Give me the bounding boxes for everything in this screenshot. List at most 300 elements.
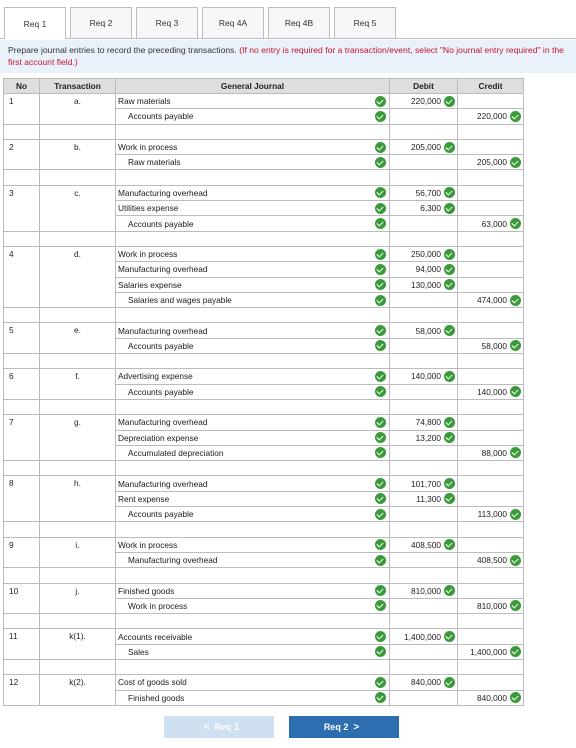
account-cell: [116, 583, 390, 598]
account-cell: [116, 277, 390, 292]
table-row: [4, 94, 524, 109]
table-row: [4, 415, 524, 430]
transaction-label: b.: [40, 139, 116, 170]
debit-cell: [390, 139, 458, 154]
credit-cell: [458, 262, 524, 277]
credit-input[interactable]: [458, 507, 523, 521]
entry-number: 4: [4, 246, 40, 307]
credit-cell: [458, 109, 524, 124]
empty-cell: [4, 399, 40, 414]
credit-cell: [458, 537, 524, 552]
check-icon: [444, 539, 455, 550]
credit-cell: [458, 507, 524, 522]
account-select[interactable]: [116, 431, 389, 445]
next-req-button[interactable]: [289, 716, 399, 738]
account-name: Raw materials: [128, 157, 181, 168]
tab-req-4b[interactable]: Req 4B: [268, 7, 330, 38]
credit-cell: [458, 155, 524, 170]
debit-input[interactable]: [390, 140, 457, 154]
check-icon: [510, 692, 521, 703]
debit-input[interactable]: [390, 584, 457, 598]
credit-cell: [458, 292, 524, 307]
debit-cell: [390, 552, 458, 567]
check-icon: [510, 447, 521, 458]
account-name: Depreciation expense: [118, 432, 199, 443]
table-row: [4, 583, 524, 598]
transaction-label: k(2).: [40, 675, 116, 706]
spacer-row: [4, 614, 524, 629]
credit-cell: [458, 690, 524, 705]
check-icon: [375, 585, 386, 596]
debit-cell: [390, 323, 458, 338]
account-cell: [116, 476, 390, 491]
table-row: [4, 139, 524, 154]
check-icon: [375, 203, 386, 214]
debit-amount: 56,700: [415, 187, 441, 198]
check-icon: [510, 509, 521, 520]
credit-cell: [458, 323, 524, 338]
account-select[interactable]: [116, 645, 389, 659]
prev-req-button[interactable]: [164, 716, 274, 738]
check-icon: [444, 142, 455, 153]
debit-input[interactable]: [390, 247, 457, 261]
account-select[interactable]: [116, 140, 389, 154]
check-icon: [444, 677, 455, 688]
account-select[interactable]: [116, 385, 389, 399]
account-name: Accounts payable: [128, 340, 194, 351]
spacer-row: [4, 461, 524, 476]
empty-cell: [40, 568, 116, 583]
account-name: Manufacturing overhead: [118, 478, 208, 489]
credit-cell: [458, 445, 524, 460]
empty-cell: [458, 522, 524, 537]
account-name: Finished goods: [128, 692, 185, 703]
account-name: Manufacturing overhead: [118, 264, 208, 275]
credit-input[interactable]: [458, 385, 523, 399]
transaction-label: d.: [40, 246, 116, 307]
empty-cell: [390, 522, 458, 537]
account-name: Accounts receivable: [118, 631, 193, 642]
empty-cell: [116, 614, 390, 629]
empty-cell: [4, 614, 40, 629]
account-name: Salaries and wages payable: [128, 295, 232, 305]
credit-cell: [458, 583, 524, 598]
empty-cell: [458, 614, 524, 629]
spacer-row: [4, 231, 524, 246]
account-name: Manufacturing overhead: [118, 325, 208, 336]
empty-cell: [4, 170, 40, 185]
check-icon: [510, 157, 521, 168]
empty-cell: [458, 354, 524, 369]
check-icon: [375, 631, 386, 642]
credit-amount: 113,000: [477, 509, 507, 520]
debit-cell: [390, 185, 458, 200]
empty-cell: [4, 568, 40, 583]
account-select[interactable]: [116, 492, 389, 506]
empty-cell: [390, 308, 458, 323]
check-icon: [444, 631, 455, 642]
empty-cell: [390, 568, 458, 583]
debit-input[interactable]: [390, 630, 457, 644]
account-cell: [116, 415, 390, 430]
spacer-row: [4, 354, 524, 369]
account-select[interactable]: [116, 415, 389, 429]
spacer-row: [4, 399, 524, 414]
empty-cell: [116, 170, 390, 185]
entry-number: 2: [4, 139, 40, 170]
check-icon: [510, 295, 521, 306]
credit-cell: [458, 598, 524, 613]
check-icon: [510, 646, 521, 657]
account-cell: [116, 201, 390, 216]
credit-input[interactable]: [458, 446, 523, 460]
account-name: Work in process: [118, 539, 178, 550]
credit-input[interactable]: [458, 645, 523, 659]
entry-number: 8: [4, 476, 40, 522]
entry-number: 7: [4, 415, 40, 461]
credit-amount: 474,000: [477, 295, 507, 305]
account-name: Utilities expense: [118, 203, 179, 214]
spacer-row: [4, 170, 524, 185]
check-icon: [444, 371, 455, 382]
empty-cell: [40, 461, 116, 476]
account-select[interactable]: [116, 155, 389, 169]
check-icon: [444, 96, 455, 107]
debit-amount: 74,800: [415, 417, 441, 428]
instruction-note: (If no entry is required for a transaction/event, select "No journal entry required" in the first account field.): [8, 45, 564, 67]
credit-cell: [458, 338, 524, 353]
spacer-row: [4, 124, 524, 139]
debit-cell: [390, 675, 458, 690]
empty-cell: [40, 354, 116, 369]
debit-cell: [390, 384, 458, 399]
credit-amount: 63,000: [481, 218, 507, 229]
debit-amount: 205,000: [411, 142, 441, 153]
debit-amount: 6,300: [420, 203, 441, 214]
tab-req-1[interactable]: Req 1: [4, 7, 66, 39]
transaction-label: g.: [40, 415, 116, 461]
account-cell: [116, 629, 390, 644]
debit-cell: [390, 292, 458, 307]
debit-input[interactable]: [390, 431, 457, 445]
account-cell: [116, 537, 390, 552]
check-icon: [510, 111, 521, 122]
account-cell: [116, 155, 390, 170]
tab-req-4a[interactable]: Req 4A: [202, 7, 264, 38]
check-icon: [444, 417, 455, 428]
debit-cell: [390, 430, 458, 445]
chevron-left-icon: <: [203, 721, 210, 733]
account-select[interactable]: [116, 630, 389, 644]
header-debit: Debit: [390, 79, 458, 94]
check-icon: [375, 432, 386, 443]
account-name: Accounts payable: [128, 509, 194, 520]
debit-input[interactable]: [390, 201, 457, 215]
account-cell: [116, 598, 390, 613]
debit-input[interactable]: [390, 477, 457, 491]
debit-amount: 840,000: [411, 677, 441, 688]
check-icon: [375, 417, 386, 428]
check-icon: [375, 509, 386, 520]
credit-input[interactable]: [458, 599, 523, 613]
debit-amount: 250,000: [411, 249, 441, 260]
entry-number: 1: [4, 94, 40, 125]
check-icon: [444, 203, 455, 214]
check-icon: [375, 447, 386, 458]
account-select[interactable]: [116, 109, 389, 123]
check-icon: [375, 692, 386, 703]
empty-cell: [40, 522, 116, 537]
credit-cell: [458, 415, 524, 430]
empty-cell: [4, 354, 40, 369]
check-icon: [444, 249, 455, 260]
credit-cell: [458, 277, 524, 292]
transaction-label: h.: [40, 476, 116, 522]
account-select[interactable]: [116, 538, 389, 552]
debit-input[interactable]: [390, 186, 457, 200]
empty-cell: [390, 461, 458, 476]
check-icon: [510, 340, 521, 351]
table-row: [4, 629, 524, 644]
account-name: Accumulated depreciation: [128, 447, 224, 458]
entry-number: 3: [4, 185, 40, 231]
debit-input[interactable]: [390, 369, 457, 383]
table-row: [4, 246, 524, 261]
account-select[interactable]: [116, 339, 389, 353]
debit-input[interactable]: [390, 324, 457, 338]
debit-cell: [390, 262, 458, 277]
account-cell: [116, 552, 390, 567]
debit-input[interactable]: [390, 262, 457, 276]
debit-cell: [390, 201, 458, 216]
credit-cell: [458, 246, 524, 261]
account-select[interactable]: [116, 94, 389, 108]
header-general-journal: General Journal: [116, 79, 390, 94]
empty-cell: [458, 659, 524, 674]
check-icon: [375, 111, 386, 122]
debit-input[interactable]: [390, 278, 457, 292]
empty-cell: [4, 231, 40, 246]
check-icon: [444, 478, 455, 489]
empty-cell: [40, 399, 116, 414]
credit-input[interactable]: [458, 109, 523, 123]
debit-amount: 810,000: [411, 585, 441, 596]
tab-divider: [0, 38, 576, 39]
table-row: [4, 185, 524, 200]
account-name: Work in process: [118, 249, 178, 260]
check-icon: [510, 386, 521, 397]
debit-cell: [390, 94, 458, 109]
instruction-banner: [0, 40, 576, 73]
account-cell: [116, 109, 390, 124]
empty-cell: [116, 399, 390, 414]
account-select[interactable]: [116, 675, 389, 689]
transaction-label: e.: [40, 323, 116, 354]
debit-amount: 58,000: [415, 325, 441, 336]
empty-cell: [390, 354, 458, 369]
debit-input[interactable]: [390, 675, 457, 689]
table-row: [4, 369, 524, 384]
check-icon: [510, 218, 521, 229]
credit-cell: [458, 369, 524, 384]
account-select[interactable]: [116, 186, 389, 200]
empty-cell: [4, 522, 40, 537]
check-icon: [375, 157, 386, 168]
account-name: Salaries expense: [118, 279, 182, 290]
empty-cell: [4, 124, 40, 139]
credit-input[interactable]: [458, 293, 523, 307]
tab-divider-gap: [5, 38, 65, 39]
account-name: Manufacturing overhead: [118, 417, 208, 428]
check-icon: [510, 600, 521, 611]
check-icon: [375, 249, 386, 260]
debit-input[interactable]: [390, 94, 457, 108]
check-icon: [375, 218, 386, 229]
check-icon: [444, 325, 455, 336]
account-select[interactable]: [116, 553, 389, 567]
debit-input[interactable]: [390, 415, 457, 429]
account-name: Accounts payable: [128, 111, 194, 122]
tab-req-3[interactable]: Req 3: [136, 7, 198, 38]
credit-cell: [458, 201, 524, 216]
account-cell: [116, 507, 390, 522]
account-cell: [116, 246, 390, 261]
debit-cell: [390, 537, 458, 552]
account-select[interactable]: [116, 446, 389, 460]
check-icon: [510, 555, 521, 566]
check-icon: [375, 555, 386, 566]
tab-req-2[interactable]: Req 2: [70, 7, 132, 38]
account-cell: [116, 216, 390, 231]
debit-input[interactable]: [390, 538, 457, 552]
empty-cell: [4, 659, 40, 674]
account-name: Sales: [128, 646, 149, 657]
account-select[interactable]: [116, 262, 389, 276]
check-icon: [375, 325, 386, 336]
check-icon: [444, 279, 455, 290]
credit-amount: 140,000: [477, 386, 507, 397]
entry-number: 6: [4, 369, 40, 400]
credit-amount: 1,400,000: [470, 646, 507, 657]
account-select[interactable]: [116, 507, 389, 521]
account-select[interactable]: [116, 599, 389, 613]
account-select[interactable]: [116, 217, 389, 231]
empty-cell: [390, 614, 458, 629]
account-select[interactable]: [116, 584, 389, 598]
account-name: Advertising expense: [118, 371, 193, 382]
table-header: [4, 79, 524, 94]
debit-cell: [390, 109, 458, 124]
account-select[interactable]: [116, 293, 389, 307]
account-cell: [116, 430, 390, 445]
empty-cell: [458, 170, 524, 185]
debit-cell: [390, 507, 458, 522]
empty-cell: [390, 124, 458, 139]
account-cell: [116, 338, 390, 353]
account-cell: [116, 644, 390, 659]
account-name: Finished goods: [118, 585, 175, 596]
check-icon: [375, 677, 386, 688]
credit-input[interactable]: [458, 217, 523, 231]
check-icon: [375, 96, 386, 107]
empty-cell: [458, 461, 524, 476]
check-icon: [375, 386, 386, 397]
empty-cell: [116, 522, 390, 537]
check-icon: [375, 493, 386, 504]
journal-table: [3, 78, 524, 706]
transaction-label: k(1).: [40, 629, 116, 660]
spacer-row: [4, 568, 524, 583]
debit-amount: 13,200: [415, 432, 441, 443]
credit-input[interactable]: [458, 339, 523, 353]
tab-req-5[interactable]: Req 5: [334, 7, 396, 38]
empty-cell: [40, 659, 116, 674]
debit-cell: [390, 277, 458, 292]
account-select[interactable]: [116, 477, 389, 491]
credit-input[interactable]: [458, 553, 523, 567]
debit-cell: [390, 246, 458, 261]
empty-cell: [4, 308, 40, 323]
check-icon: [375, 600, 386, 611]
account-name: Rent expense: [118, 493, 170, 504]
debit-cell: [390, 445, 458, 460]
debit-cell: [390, 338, 458, 353]
debit-amount: 220,000: [411, 96, 441, 107]
tab-bar: [4, 7, 400, 39]
account-select[interactable]: [116, 691, 389, 705]
empty-cell: [458, 124, 524, 139]
account-cell: [116, 675, 390, 690]
account-name: Raw materials: [118, 96, 171, 107]
empty-cell: [40, 170, 116, 185]
check-icon: [375, 142, 386, 153]
credit-input[interactable]: [458, 155, 523, 169]
credit-amount: 840,000: [477, 692, 507, 703]
account-cell: [116, 445, 390, 460]
check-icon: [444, 264, 455, 275]
check-icon: [375, 187, 386, 198]
empty-cell: [458, 308, 524, 323]
transaction-label: f.: [40, 369, 116, 400]
credit-input[interactable]: [458, 691, 523, 705]
debit-cell: [390, 690, 458, 705]
debit-amount: 101,700: [411, 478, 441, 489]
credit-cell: [458, 216, 524, 231]
empty-cell: [40, 231, 116, 246]
account-select[interactable]: [116, 201, 389, 215]
debit-cell: [390, 629, 458, 644]
header-transaction: Transaction: [40, 79, 116, 94]
debit-cell: [390, 369, 458, 384]
check-icon: [444, 187, 455, 198]
debit-amount: 94,000: [415, 264, 441, 275]
empty-cell: [116, 568, 390, 583]
empty-cell: [40, 614, 116, 629]
empty-cell: [116, 124, 390, 139]
account-select[interactable]: [116, 278, 389, 292]
empty-cell: [116, 461, 390, 476]
account-select[interactable]: [116, 324, 389, 338]
transaction-label: a.: [40, 94, 116, 125]
account-cell: [116, 94, 390, 109]
empty-cell: [390, 170, 458, 185]
account-select[interactable]: [116, 369, 389, 383]
transaction-label: j.: [40, 583, 116, 614]
prev-req-label: Req 1: [214, 722, 240, 732]
debit-input[interactable]: [390, 492, 457, 506]
account-select[interactable]: [116, 247, 389, 261]
debit-cell: [390, 476, 458, 491]
